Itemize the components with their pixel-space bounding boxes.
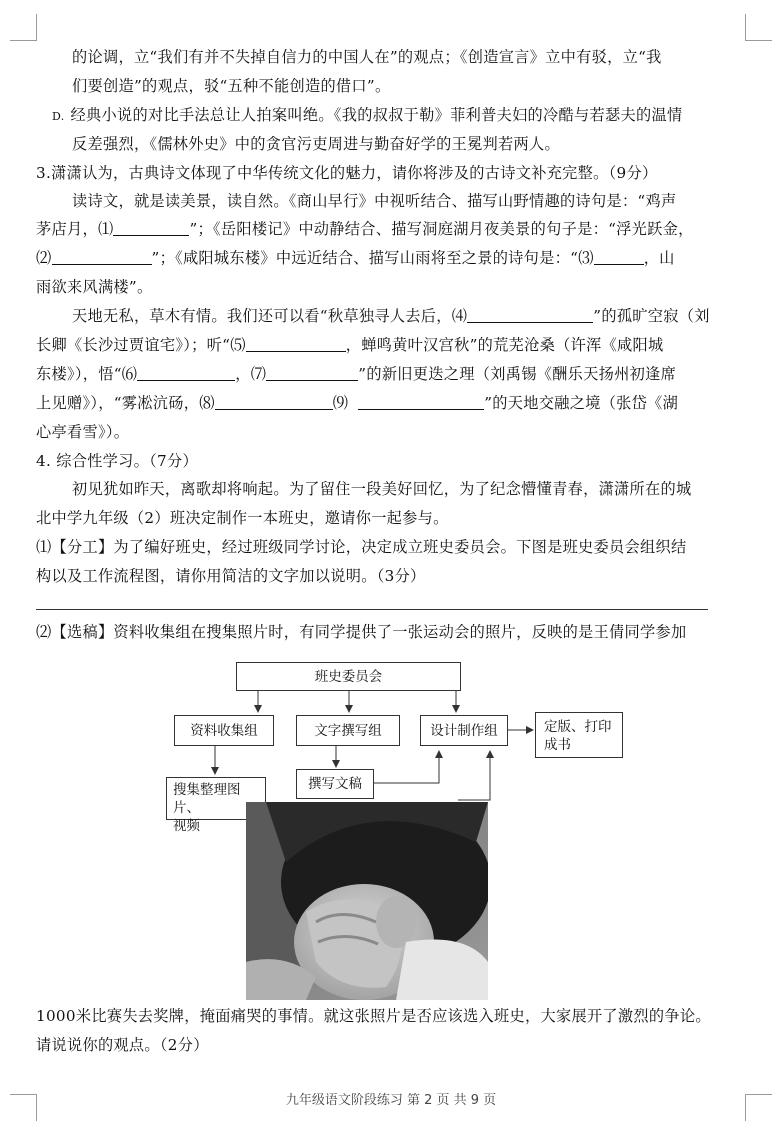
text-segment: ，山: [643, 249, 675, 267]
text-segment: 东楼》），悟“⑹: [36, 365, 138, 383]
text-segment: 天地无私，草木有情。我们还可以看“秋草独寻人去后，⑷: [72, 307, 468, 325]
intro-line-1: 初见犹如昨天，离歌却将响起。为了留住一段美好回忆，为了纪念懵懂青春，潇潇所在的城: [72, 480, 692, 498]
crying-athlete-photo: [246, 802, 488, 1000]
option-d-text: 经典小说的对比手法总让人拍案叫绝。《我的叔叔于勒》菲利普夫妇的冷酷与若瑟夫的温情: [70, 106, 683, 124]
photo-illustration: [246, 802, 488, 1000]
text-segment: ”；《咸阳城东楼》中远近结合、描写山雨将至之景的诗句是：“⑶: [151, 249, 594, 267]
intro-line-2: 北中学九年级（2）班决定制作一本班史，邀请你一起参与。: [36, 509, 449, 527]
subquestion-2-line-1: ⑵【选稿】资料收集组在搜集照片时，有同学提供了一张运动会的照片，反映的是王倩同学参加: [36, 623, 687, 641]
text-segment: ⑵: [36, 249, 52, 267]
option-d-label: D.: [52, 110, 65, 123]
committee-box: 班史委员会: [236, 662, 461, 691]
subquestion-1-line-1: ⑴【分工】为了编好班史，经过班级同学讨论，决定成立班史委员会。下图是班史委员会组织结: [36, 538, 687, 556]
subquestion-1-line-2: 构以及工作流程图，请你用简洁的文字加以说明。（3分）: [36, 567, 426, 585]
writing-group-box: 文字撰写组: [296, 715, 400, 746]
option-c-line-1: 的论调，立“我们有并不失掉自信力的中国人在”的观点；《创造宣言》立中有驳，立“我: [72, 48, 662, 66]
collect-group-box: 资料收集组: [174, 715, 274, 746]
text-segment: ，蝉鸣黄叶汉宫秋”的荒芜沧桑（许浑《咸阳城: [345, 336, 664, 354]
text-segment: ”；《岳阳楼记》中动静结合、描写洞庭湖月夜美景的句子是：“浮光跃金，: [189, 220, 694, 238]
text-segment: ，⑺: [235, 365, 267, 383]
poem-para-line-4: 雨欲来风满楼”。: [36, 278, 153, 296]
text-segment: 茅店月，⑴: [36, 220, 114, 238]
design-group-box: 设计制作组: [420, 715, 508, 746]
writing-task-box: 撰写文稿: [296, 769, 374, 799]
text-segment: 上见赠》），“雾凇沆砀，⑻: [36, 394, 215, 412]
question-4-title: 4. 综合性学习。（7分）: [36, 452, 198, 470]
text-segment: 长卿《长沙过贾谊宅》）；听“⑸: [36, 336, 246, 354]
text-segment: ”的新旧更迭之理（刘禹锡《酬乐天扬州初逢席: [358, 365, 677, 383]
subquestion-2-line-2: 1000米比赛失去奖牌，掩面痛哭的事情。就这张照片是否应该选入班史，大家展开了激烈的争论。: [36, 1007, 711, 1025]
question-3-title: 3.潇潇认为，古典诗文体现了中华传统文化的魅力，请你将涉及的古诗文补充完整。（9分）: [36, 164, 658, 182]
collect-task-line-2: 视频: [173, 818, 200, 834]
page-footer: 九年级语文阶段练习 第 2 页 共 9 页: [285, 1093, 497, 1108]
collect-task-line-1: 搜集整理图片、: [173, 782, 241, 816]
subquestion-2-line-3: 请说说你的观点。（2分）: [36, 1036, 209, 1054]
text-segment: ”的孤旷空寂（刘: [593, 307, 710, 325]
final-step-line-1: 定版、打印: [544, 719, 612, 735]
final-step-box: [535, 712, 623, 758]
text-segment: ⑼: [332, 394, 349, 412]
text-segment: ”的天地交融之境（张岱《湖: [484, 394, 679, 412]
option-c-line-2: 们要创造”的观点，驳“五种不能创造的借口”。: [72, 77, 391, 95]
poem-para-line-1: 读诗文，就是读美景，读自然。《商山早行》中视听结合、描写山野情趣的诗句是：“鸡声: [72, 192, 677, 210]
option-d-line-2: 反差强烈，《儒林外史》中的贪官污吏周进与勤奋好学的王冕判若两人。: [72, 135, 560, 153]
poem-para-line-9: 心亭看雪》）。: [36, 423, 130, 441]
final-step-line-2: 成书: [544, 737, 571, 753]
